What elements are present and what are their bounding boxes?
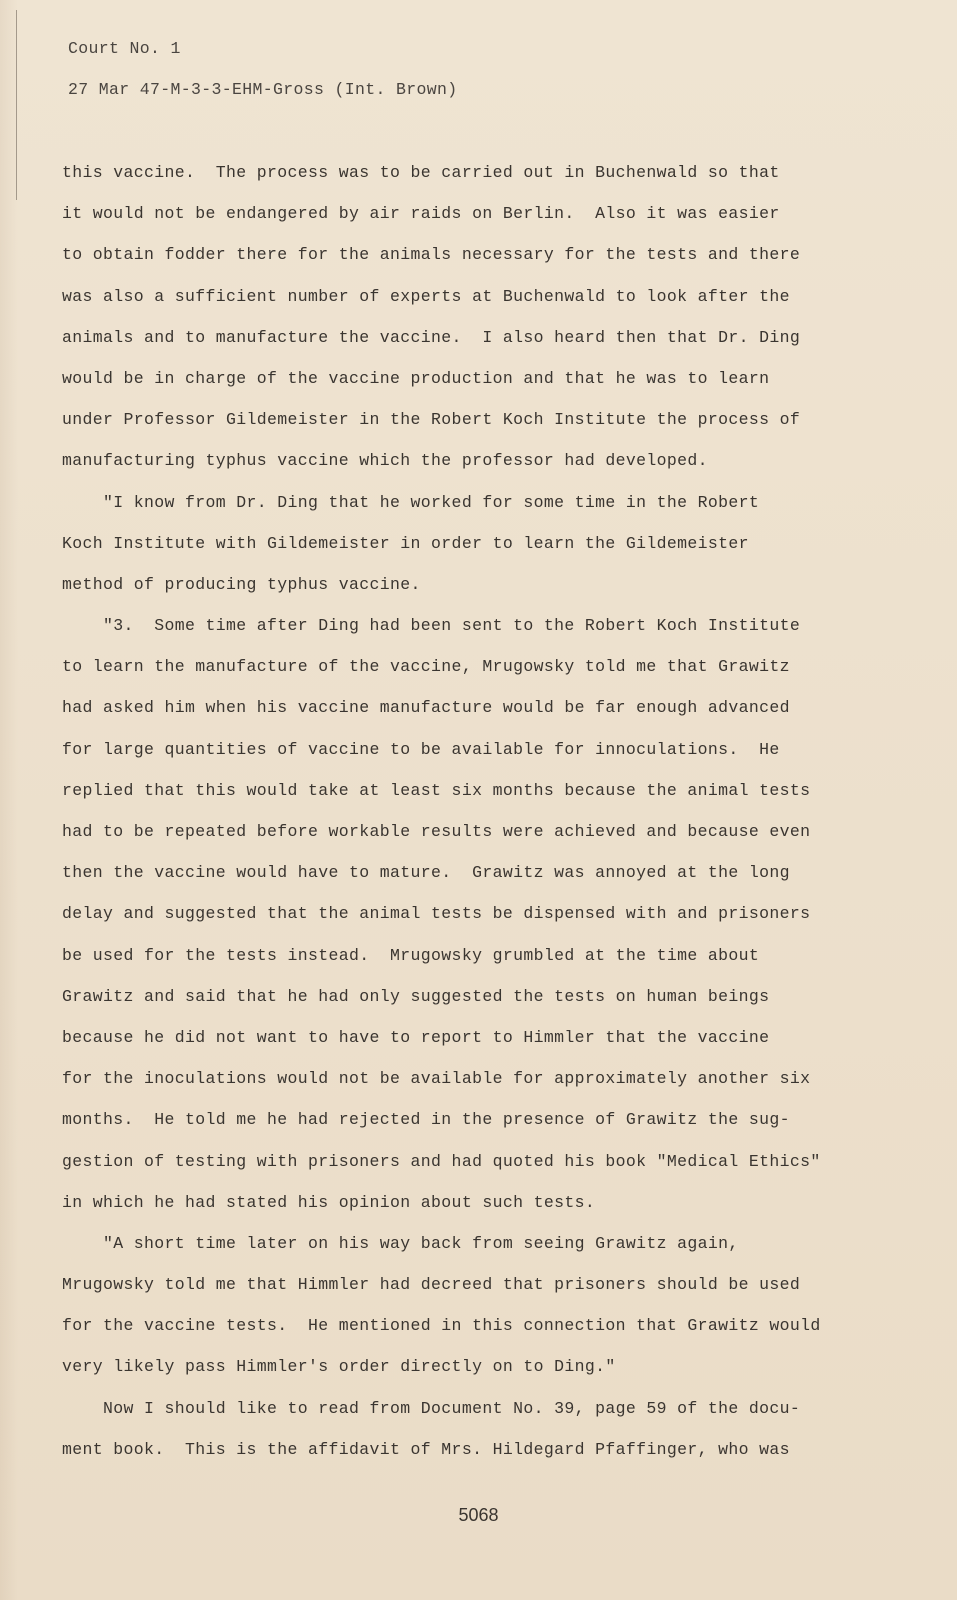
transcript-body <box>62 152 822 1470</box>
text-line: "3. Some time after Ding had been sent to the Robert Koch Institute <box>62 616 801 636</box>
text-line: had asked him when his vaccine manufacture would be far enough advanced <box>62 698 790 718</box>
court-number: Court No. 1 <box>68 39 181 58</box>
text-line: Now I should like to read from Document No. 39, page 59 of the docu- <box>62 1398 801 1418</box>
margin-edge-line <box>16 10 17 200</box>
text-line: to learn the manufacture of the vaccine, Mrugowsky told me that Grawitz <box>62 657 790 677</box>
text-line: Grawitz and said that he had only suggested the tests on human beings <box>62 986 770 1006</box>
text-line: Koch Institute with Gildemeister in order to learn the Gildemeister <box>62 533 749 553</box>
text-line: replied that this would take at least six months because the animal tests <box>62 780 811 800</box>
text-line: ment book. This is the affidavit of Mrs. Hildegard Pfaffinger, who was <box>62 1439 790 1459</box>
text-line: in which he had stated his opinion about such tests. <box>62 1192 596 1212</box>
text-line: it would not be endangered by air raids on Berlin. Also it was easier <box>62 204 780 224</box>
text-line: was also a sufficient number of experts at Buchenwald to look after the <box>62 286 790 306</box>
text-line: had to be repeated before workable results were achieved and because even <box>62 822 811 841</box>
text-line: because he did not want to have to report to Himmler that the vaccine <box>62 1027 770 1047</box>
page-number: 5068 <box>458 1505 499 1525</box>
text-line: would be in charge of the vaccine production and that he was to learn <box>62 368 770 388</box>
text-line: gestion of testing with prisoners and had quoted his book "Medical Ethics" <box>62 1151 821 1171</box>
text-line: then the vaccine would have to mature. Grawitz was annoyed at the long <box>62 863 790 883</box>
text-line: under Professor Gildemeister in the Robert Koch Institute the process of <box>62 410 801 430</box>
text-line: delay and suggested that the animal tests be dispensed with and prisoners <box>62 904 811 924</box>
text-line: "I know from Dr. Ding that he worked for some time in the Robert <box>62 492 760 512</box>
page-header <box>68 28 458 110</box>
text-line: for the inoculations would not be available for approximately another six <box>62 1069 811 1089</box>
transcript-reference: 27 Mar 47-M-3-3-EHM-Gross (Int. Brown) <box>68 80 458 100</box>
text-line: to obtain fodder there for the animals necessary for the tests and there <box>62 245 801 265</box>
text-line: "A short time later on his way back from seeing Grawitz again, <box>62 1233 739 1253</box>
text-line: manufacturing typhus vaccine which the professor had developed. <box>62 451 708 471</box>
text-line: for the vaccine tests. He mentioned in this connection that Grawitz would <box>62 1316 821 1336</box>
text-line: for large quantities of vaccine to be available for innoculations. He <box>62 739 780 759</box>
text-line: animals and to manufacture the vaccine. I also heard then that Dr. Ding <box>62 327 801 347</box>
text-line: this vaccine. The process was to be carried out in Buchenwald so that <box>62 163 780 182</box>
text-line: method of producing typhus vaccine. <box>62 574 421 594</box>
text-line: very likely pass Himmler's order directly on to Ding." <box>62 1357 616 1377</box>
text-line: be used for the tests instead. Mrugowsky grumbled at the time about <box>62 945 760 965</box>
text-line: Mrugowsky told me that Himmler had decreed that prisoners should be used <box>62 1275 801 1295</box>
text-line: months. He told me he had rejected in the presence of Grawitz the sug- <box>62 1110 790 1130</box>
